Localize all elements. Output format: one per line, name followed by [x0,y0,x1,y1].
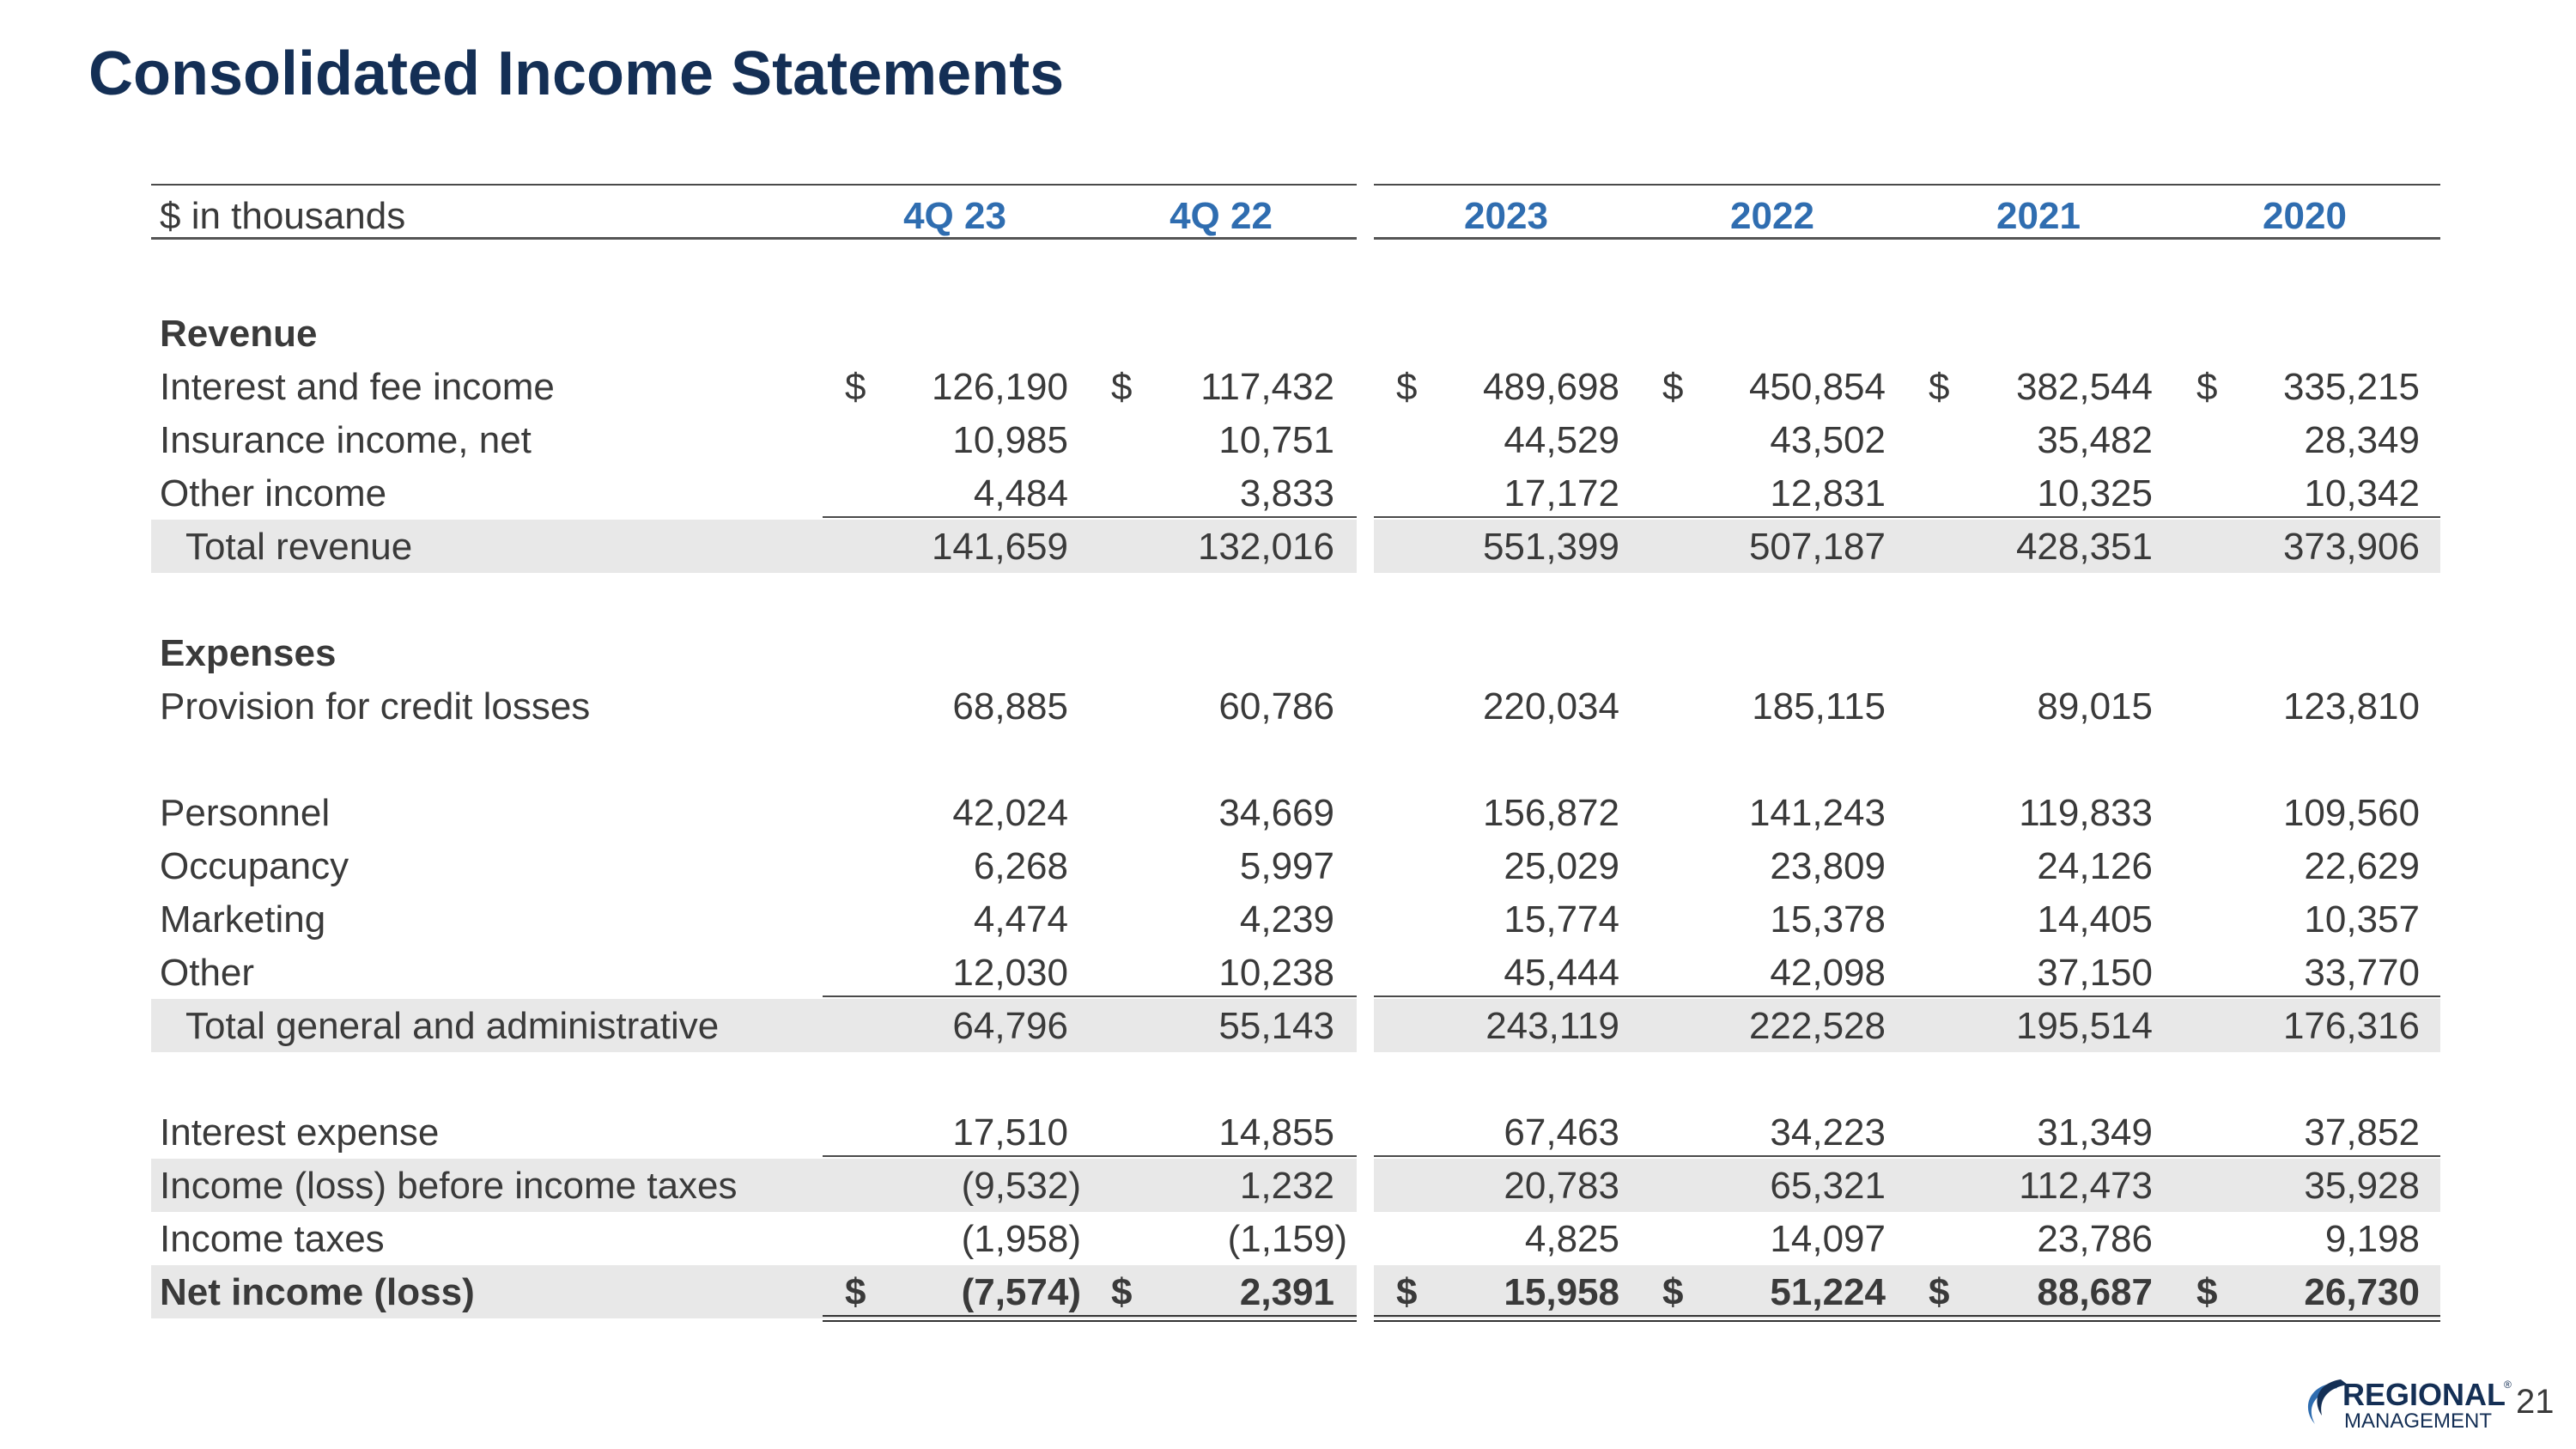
currency-symbol: $ [1396,366,1418,408]
cell-value: 176,316 [2282,1005,2420,1047]
cell-value: 10,985 [952,419,1068,461]
cell-value: 34,223 [1770,1111,1886,1154]
row-label: Personnel [160,792,331,834]
column-header: 2022 [1730,195,1814,237]
subtotal-rule [1374,1155,2440,1157]
cell-value: 4,239 [1239,898,1334,941]
header-top-rule [1374,184,2440,186]
column-header: 2023 [1464,195,1548,237]
logo-text-management: MANAGEMENT [2344,1409,2493,1433]
cell-value: 141,243 [1748,792,1886,834]
cell-value: 12,030 [952,952,1068,994]
logo-text-regional: REGIONAL [2342,1377,2506,1412]
cell-value: 14,097 [1770,1218,1886,1260]
cell-value: 10,238 [1218,952,1334,994]
units-label: $ in thousands [160,195,406,237]
cell-value: 551,399 [1482,526,1619,568]
currency-symbol: $ [2196,366,2218,408]
row-label: Provision for credit losses [160,685,591,728]
currency-symbol: $ [1929,1271,1950,1313]
row-label: Other [160,952,255,994]
section-heading-expenses: Expenses [160,632,337,674]
cell-value: 31,349 [2037,1111,2153,1154]
header-bottom-rule [151,237,1357,240]
cell-value: 33,770 [2304,952,2420,994]
currency-symbol: $ [2196,1271,2218,1313]
cell-value: 24,126 [2037,845,2153,887]
cell-value: 1,232 [1239,1165,1334,1207]
cell-value: 156,872 [1482,792,1619,834]
currency-symbol: $ [1111,1271,1133,1313]
currency-symbol: $ [845,366,866,408]
currency-symbol: $ [1662,1271,1684,1313]
cell-value: 43,502 [1770,419,1886,461]
cell-value: 382,544 [2015,366,2153,408]
cell-value: 3,833 [1239,472,1334,514]
row-label: Other income [160,472,387,514]
cell-value: 35,482 [2037,419,2153,461]
page-title: Consolidated Income Statements [88,40,1065,108]
cell-value: 132,016 [1197,526,1334,568]
cell-value: 26,730 [2304,1271,2420,1313]
cell-value: (7,574) [961,1271,1081,1313]
subtotal-rule [1374,516,2440,518]
cell-value: 4,825 [1524,1218,1619,1260]
row-label: Insurance income, net [160,419,532,461]
regional-management-logo [2300,1374,2531,1433]
cell-value: 23,809 [1770,845,1886,887]
cell-value: 141,659 [931,526,1068,568]
section-heading-revenue: Revenue [160,313,318,355]
cell-value: 10,751 [1218,419,1334,461]
cell-value: 185,115 [1752,685,1886,728]
column-header: 4Q 23 [903,195,1006,237]
subtotal-rule [823,516,1357,518]
cell-value: 123,810 [2282,685,2420,728]
cell-value: 67,463 [1504,1111,1619,1154]
currency-symbol: $ [1662,366,1684,408]
row-label: Marketing [160,898,326,941]
row-label: Interest expense [160,1111,440,1154]
cell-value: 64,796 [952,1005,1068,1047]
cell-value: 17,510 [952,1111,1068,1154]
total-double-rule [1374,1315,2440,1322]
cell-value: 34,669 [1218,792,1334,834]
header-top-rule [151,184,1357,186]
cell-value: 88,687 [2037,1271,2153,1313]
cell-value: 14,855 [1218,1111,1334,1154]
cell-value: 195,514 [2015,1005,2153,1047]
cell-value: 35,928 [2304,1165,2420,1207]
cell-value: 25,029 [1504,845,1619,887]
subtotal-rule [1374,995,2440,997]
cell-value: 15,774 [1504,898,1619,941]
cell-value: 450,854 [1748,366,1886,408]
cell-value: 5,997 [1239,845,1334,887]
cell-value: 2,391 [1239,1271,1334,1313]
cell-value: 55,143 [1218,1005,1334,1047]
cell-value: 65,321 [1770,1165,1886,1207]
cell-value: 243,119 [1485,1005,1619,1047]
cell-value: 489,698 [1482,366,1619,408]
logo-registered-mark: ® [2504,1379,2512,1391]
subtotal-rule [823,995,1357,997]
cell-value: 4,474 [973,898,1068,941]
column-header: 2021 [1996,195,2081,237]
currency-symbol: $ [1929,366,1950,408]
currency-symbol: $ [1396,1271,1418,1313]
row-label: Income (loss) before income taxes [160,1165,738,1207]
subtotal-rule [823,1155,1357,1157]
header-bottom-rule [1374,237,2440,240]
cell-value: 17,172 [1504,472,1619,514]
cell-value: (1,159) [1227,1218,1347,1260]
cell-value: 14,405 [2037,898,2153,941]
cell-value: 51,224 [1770,1271,1886,1313]
cell-value: 37,852 [2304,1111,2420,1154]
cell-value: 126,190 [931,366,1068,408]
cell-value: 112,473 [2019,1165,2153,1207]
cell-value: 507,187 [1748,526,1886,568]
cell-value: 220,034 [1482,685,1619,728]
cell-value: 12,831 [1770,472,1886,514]
cell-value: 10,357 [2304,898,2420,941]
cell-value: (1,958) [961,1218,1081,1260]
row-label: Total general and administrative [185,1005,720,1047]
cell-value: 15,378 [1770,898,1886,941]
cell-value: 4,484 [973,472,1068,514]
cell-value: 68,885 [952,685,1068,728]
cell-value: 42,024 [952,792,1068,834]
currency-symbol: $ [845,1271,866,1313]
cell-value: 20,783 [1504,1165,1619,1207]
row-label: Total revenue [185,526,413,568]
column-header: 2020 [2263,195,2347,237]
cell-value: 22,629 [2304,845,2420,887]
cell-value: 117,432 [1200,366,1334,408]
cell-value: 6,268 [973,845,1068,887]
cell-value: 44,529 [1504,419,1619,461]
cell-value: 42,098 [1770,952,1886,994]
cell-value: 119,833 [2019,792,2153,834]
total-double-rule [823,1315,1357,1322]
cell-value: 335,215 [2282,366,2420,408]
cell-value: 9,198 [2324,1218,2420,1260]
cell-value: 89,015 [2037,685,2153,728]
cell-value: (9,532) [961,1165,1081,1207]
row-label: Income taxes [160,1218,385,1260]
cell-value: 23,786 [2037,1218,2153,1260]
currency-symbol: $ [1111,366,1133,408]
cell-value: 15,958 [1504,1271,1619,1313]
cell-value: 60,786 [1218,685,1334,728]
cell-value: 10,342 [2304,472,2420,514]
cell-value: 45,444 [1504,952,1619,994]
page-number: 21 [2516,1383,2555,1421]
cell-value: 10,325 [2037,472,2153,514]
cell-value: 28,349 [2304,419,2420,461]
cell-value: 373,906 [2282,526,2420,568]
row-label: Occupancy [160,845,349,887]
cell-value: 37,150 [2037,952,2153,994]
row-label: Net income (loss) [160,1271,475,1313]
cell-value: 428,351 [2015,526,2153,568]
cell-value: 109,560 [2282,792,2420,834]
row-label: Interest and fee income [160,366,555,408]
cell-value: 222,528 [1748,1005,1886,1047]
column-header: 4Q 22 [1170,195,1273,237]
